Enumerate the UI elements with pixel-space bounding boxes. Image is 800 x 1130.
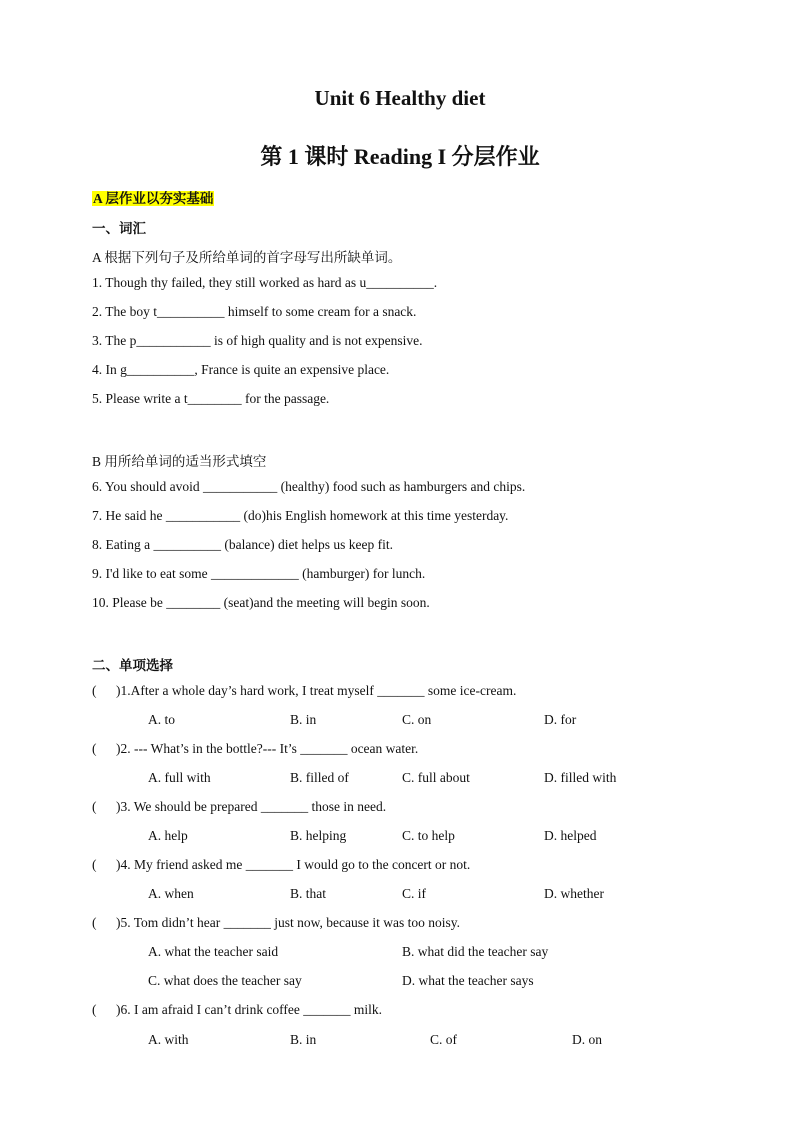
q6-option-b: B. in [290, 1032, 317, 1047]
q1-option-c: C. on [402, 712, 432, 727]
q4-option-c: C. if [402, 886, 427, 901]
q5-option-b: B. what did the teacher say [402, 944, 549, 959]
answer-paren: ( [92, 915, 97, 930]
q5-option-a: A. what the teacher said [148, 944, 279, 959]
q5-option-d: D. what the teacher says [402, 973, 534, 988]
section-vocabulary-heading: 一、词汇 [92, 221, 146, 236]
level-a-label [92, 187, 214, 207]
vocab-item-3: 3. The p___________ is of high quality and is not expensive. [92, 333, 423, 348]
part-b-instruction: B 用所给单词的适当形式填空 [92, 454, 267, 469]
q6-option-a: A. with [148, 1032, 189, 1047]
question-3: )3. We should be prepared _______ those in need. [116, 799, 387, 814]
vocab-item-6: 6. You should avoid ___________ (healthy) food such as hamburgers and chips. [92, 479, 526, 494]
q6-option-d: D. on [572, 1032, 602, 1047]
vocab-item-7: 7. He said he ___________ (do)his English homework at this time yesterday. [92, 508, 509, 523]
vocab-item-9: 9. I'd like to eat some _____________ (hamburger) for lunch. [92, 566, 426, 581]
q3-option-d: D. helped [544, 828, 597, 843]
question-4: )4. My friend asked me _______ I would go to the concert or not. [116, 857, 471, 872]
page-title: Unit 6 Healthy diet [314, 86, 486, 110]
q6-option-c: C. of [430, 1032, 457, 1047]
q3-option-c: C. to help [402, 828, 455, 843]
q2-option-a: A. full with [148, 770, 211, 785]
answer-paren: ( [92, 799, 97, 814]
vocab-item-2: 2. The boy t__________ himself to some cream for a snack. [92, 304, 417, 319]
q4-option-a: A. when [148, 886, 194, 901]
q3-option-a: A. help [148, 828, 188, 843]
vocab-item-10: 10. Please be ________ (seat)and the meeting will begin soon. [92, 595, 430, 610]
answer-paren: ( [92, 857, 97, 872]
q3-option-b: B. helping [290, 828, 347, 843]
question-2: )2. --- What’s in the bottle?--- It’s _______ ocean water. [116, 741, 419, 756]
answer-paren: ( [92, 741, 97, 756]
answer-paren: ( [92, 683, 97, 698]
page-subtitle: 第 1 课时 Reading I 分层作业 [260, 144, 540, 169]
part-a-instruction: A 根据下列句子及所给单词的首字母写出所缺单词。 [92, 250, 402, 265]
q4-option-d: D. whether [544, 886, 604, 901]
question-1: )1.After a whole day’s hard work, I treat myself _______ some ice-cream. [116, 683, 517, 698]
section-choice-heading: 二、单项选择 [92, 658, 173, 673]
vocab-item-4: 4. In g__________, France is quite an expensive place. [92, 362, 390, 377]
vocab-item-8: 8. Eating a __________ (balance) diet helps us keep fit. [92, 537, 394, 552]
q2-option-b: B. filled of [290, 770, 349, 785]
question-6: )6. I am afraid I can’t drink coffee _______ milk. [116, 1002, 383, 1017]
q1-option-b: B. in [290, 712, 317, 727]
vocab-item-1: 1. Though thy failed, they still worked as hard as u__________. [92, 275, 438, 290]
q5-option-c: C. what does the teacher say [148, 973, 302, 988]
vocab-item-5: 5. Please write a t________ for the passage. [92, 391, 330, 406]
q4-option-b: B. that [290, 886, 326, 901]
q2-option-d: D. filled with [544, 770, 617, 785]
question-5: )5. Tom didn’t hear _______ just now, because it was too noisy. [116, 915, 461, 930]
q2-option-c: C. full about [402, 770, 470, 785]
q1-option-a: A. to [148, 712, 175, 727]
q1-option-d: D. for [544, 712, 577, 727]
level-a-highlight: A 层作业以夯实基础 [93, 191, 214, 206]
answer-paren: ( [92, 1002, 97, 1017]
